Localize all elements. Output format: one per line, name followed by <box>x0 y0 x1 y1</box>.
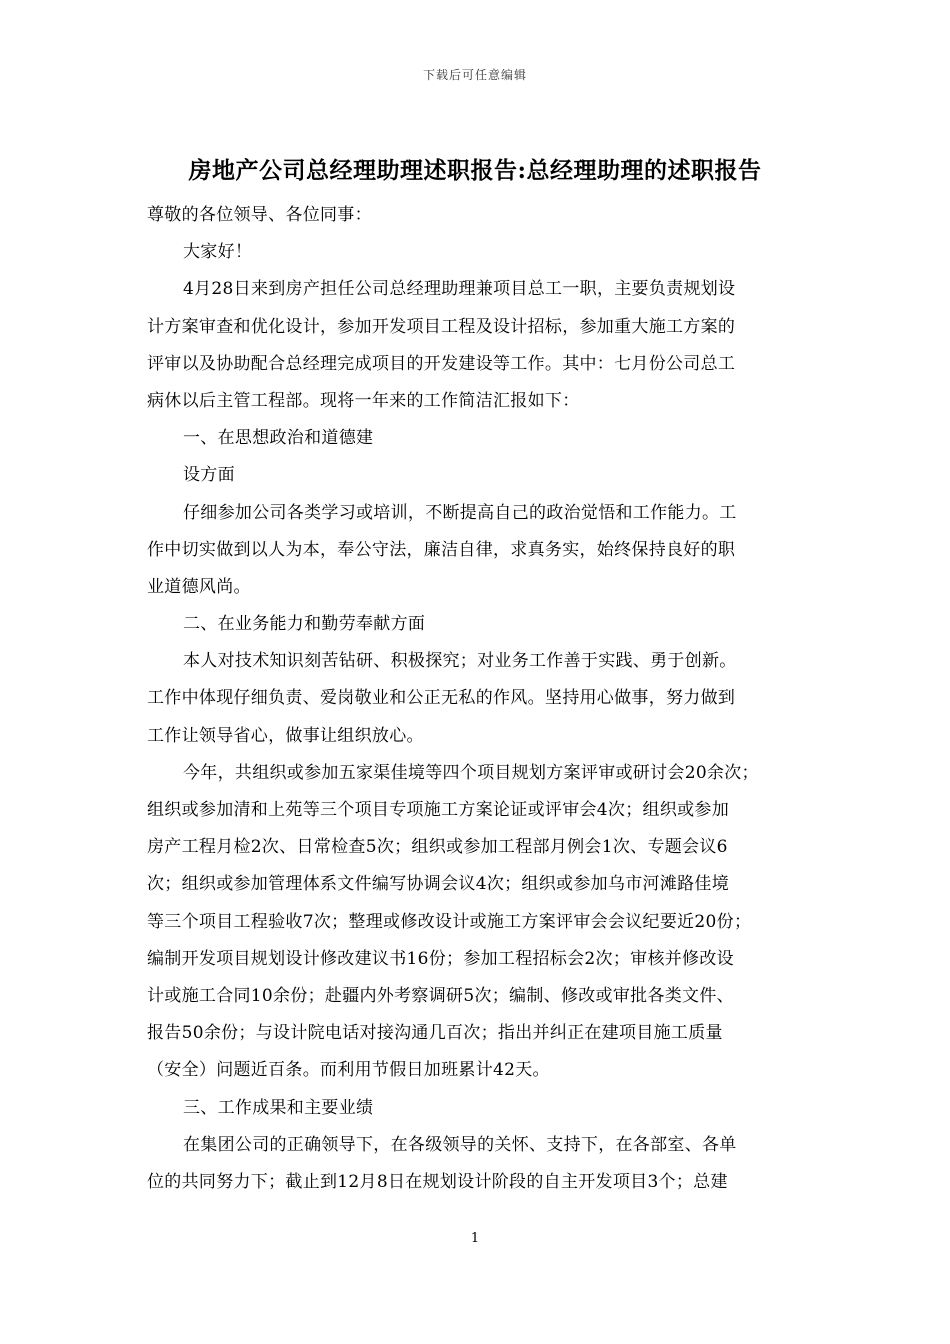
paragraph-line: 病休以后主管工程部。现将一年来的工作简洁汇报如下： <box>147 390 580 411</box>
paragraph-line: 本人对技术知识刻苦钻研、积极探究；对业务工作善于实践、勇于创新。 <box>183 651 737 672</box>
paragraph-line: 次；组织或参加管理体系文件编写协调会议4次；组织或参加乌市河滩路佳境 <box>147 874 730 895</box>
header-note: 下载后可任意编辑 <box>422 68 527 82</box>
paragraph-line: 报告50余份；与设计院电话对接沟通几百次；指出并纠正在建项目施工质量 <box>147 1023 723 1044</box>
section-heading-2: 二、在业务能力和勤劳奉献方面 <box>183 614 426 635</box>
section-heading-1-cont: 设方面 <box>183 465 235 486</box>
paragraph-line: 房产工程月检2次、日常检查5次；组织或参加工程部月例会1次、专题会议6 <box>147 837 728 858</box>
paragraph-line: 在集团公司的正确领导下，在各级领导的关怀、支持下，在各部室、各单 <box>183 1134 737 1155</box>
section-heading-1: 一、在思想政治和道德建 <box>183 428 374 449</box>
paragraph-line: 业道德风尚。 <box>147 576 251 597</box>
paragraph-line: 工作中体现仔细负责、爱岗敬业和公正无私的作风。坚持用心做事，努力做到 <box>147 688 736 709</box>
paragraph-line: 评审以及协助配合总经理完成项目的开发建设等工作。其中：七月份公司总工 <box>147 353 736 374</box>
paragraph-line: 组织或参加清和上苑等三个项目专项施工方案论证或评审会4次；组织或参加 <box>147 800 730 820</box>
paragraph-line: 今年，共组织或参加五家渠佳境等四个项目规划方案评审或研讨会20余次； <box>183 762 759 783</box>
document-body <box>147 197 812 1201</box>
paragraph-line: 4月28日来到房产担任公司总经理助理兼项目总工一职，主要负责规划设 <box>183 279 736 300</box>
paragraph-line: 工作让领导省心，做事让组织放心。 <box>147 725 424 746</box>
paragraph-line: 编制开发项目规划设计修改建议书16份；参加工程招标会2次；审核并修改设 <box>147 948 734 969</box>
paragraph-line: 等三个项目工程验收7次；整理或修改设计或施工方案评审会会议纪要近20份； <box>147 911 752 932</box>
paragraph-line: 计方案审查和优化设计，参加开发项目工程及设计招标，参加重大施工方案的 <box>147 316 736 337</box>
paragraph-line: （安全）问题近百条。而利用节假日加班累计42天。 <box>147 1060 550 1081</box>
paragraph-line: 位的共同努力下；截止到12月8日在规划设计阶段的自主开发项目3个；总建 <box>147 1171 728 1192</box>
salutation-line: 尊敬的各位领导、各位同事： <box>147 205 372 225</box>
paragraph-line: 作中切实做到以人为本，奉公守法，廉洁自律，求真务实，始终保持良好的职 <box>147 539 736 560</box>
section-heading-3: 三、工作成果和主要业绩 <box>183 1097 374 1118</box>
page-number: 1 <box>470 1231 480 1246</box>
document-title: 房地产公司总经理助理述职报告:总经理助理的述职报告 <box>188 157 762 184</box>
greeting-line: 大家好！ <box>183 242 253 263</box>
paragraph-line: 仔细参加公司各类学习或培训，不断提高自己的政治觉悟和工作能力。工 <box>183 502 737 523</box>
paragraph-line: 计或施工合同10余份；赴疆内外考察调研5次；编制、修改或审批各类文件、 <box>147 985 734 1006</box>
